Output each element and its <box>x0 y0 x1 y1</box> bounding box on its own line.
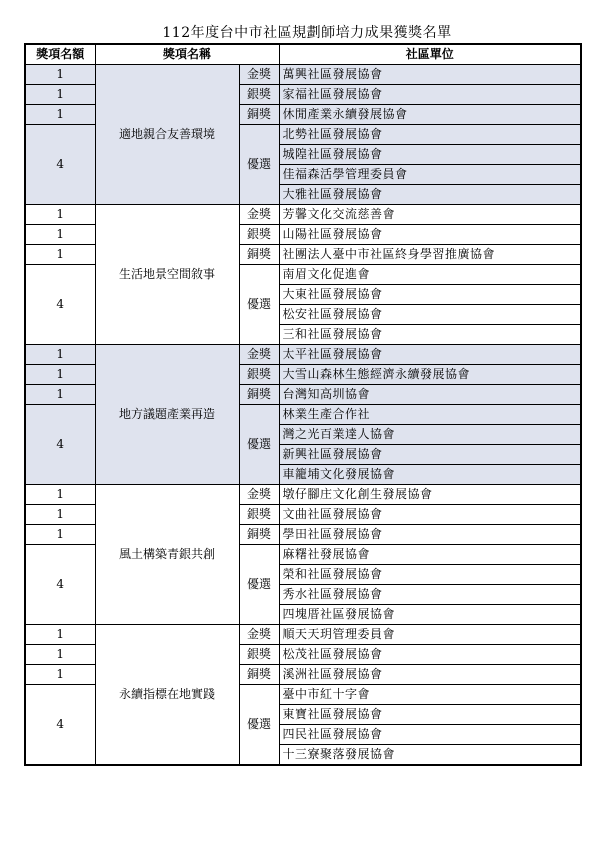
silver-level: 銀獎 <box>239 365 279 385</box>
gold-level: 金獎 <box>239 345 279 365</box>
header-count: 獎項名額 <box>25 44 95 65</box>
silver-unit: 文曲社區發展協會 <box>279 505 581 525</box>
award-group <box>25 485 581 625</box>
bronze-count: 1 <box>25 245 95 265</box>
merit-unit: 大東社區發展協會 <box>279 285 581 305</box>
project-name: 適地親合友善環境 <box>95 65 239 205</box>
page-title: 112年度台中市社區規劃師培力成果獲獎名單 <box>162 25 452 41</box>
gold-count: 1 <box>25 205 95 225</box>
bronze-count: 1 <box>25 385 95 405</box>
header-award: 獎項名稱 <box>95 44 279 65</box>
merit-unit: 大雅社區發展協會 <box>279 185 581 205</box>
silver-unit: 松茂社區發展協會 <box>279 645 581 665</box>
merit-unit: 松安社區發展協會 <box>279 305 581 325</box>
merit-unit: 灣之光百業達人協會 <box>279 425 581 445</box>
table-row <box>25 485 581 505</box>
project-name: 風土構築青銀共創 <box>95 485 239 625</box>
merit-unit: 新興社區發展協會 <box>279 445 581 465</box>
award-group <box>25 625 581 766</box>
merit-count: 4 <box>25 545 95 625</box>
bronze-level: 銅獎 <box>239 525 279 545</box>
silver-unit: 家福社區發展協會 <box>279 85 581 105</box>
merit-unit: 四民社區發展協會 <box>279 725 581 745</box>
bronze-unit: 社團法人臺中市社區終身學習推廣協會 <box>279 245 581 265</box>
merit-unit: 車籠埔文化發展協會 <box>279 465 581 485</box>
merit-level: 優選 <box>239 685 279 766</box>
merit-level: 優選 <box>239 265 279 345</box>
merit-count: 4 <box>25 125 95 205</box>
silver-level: 銀獎 <box>239 225 279 245</box>
merit-level: 優選 <box>239 125 279 205</box>
gold-level: 金獎 <box>239 205 279 225</box>
silver-count: 1 <box>25 85 95 105</box>
merit-unit: 城隍社區發展協會 <box>279 145 581 165</box>
gold-level: 金獎 <box>239 65 279 85</box>
silver-count: 1 <box>25 225 95 245</box>
bronze-level: 銅獎 <box>239 105 279 125</box>
table-row <box>25 625 581 645</box>
silver-unit: 大雪山森林生態經濟永續發展協會 <box>279 365 581 385</box>
merit-unit: 南眉文化促進會 <box>279 265 581 285</box>
gold-count: 1 <box>25 485 95 505</box>
merit-unit: 麻糬社發展協會 <box>279 545 581 565</box>
merit-level: 優選 <box>239 405 279 485</box>
award-group <box>25 65 581 205</box>
bronze-unit: 溪洲社區發展協會 <box>279 665 581 685</box>
merit-unit: 東寶社區發展協會 <box>279 705 581 725</box>
silver-count: 1 <box>25 365 95 385</box>
table-row <box>25 205 581 225</box>
table-header-row <box>25 44 581 65</box>
merit-unit: 四塊厝社區發展協會 <box>279 605 581 625</box>
merit-unit: 林業生產合作社 <box>279 405 581 425</box>
header-unit: 社區單位 <box>279 44 581 65</box>
bronze-unit: 台灣知高圳協會 <box>279 385 581 405</box>
gold-count: 1 <box>25 65 95 85</box>
merit-unit: 榮和社區發展協會 <box>279 565 581 585</box>
bronze-count: 1 <box>25 665 95 685</box>
bronze-unit: 休閒產業永續發展協會 <box>279 105 581 125</box>
table-row <box>25 345 581 365</box>
bronze-unit: 學田社區發展協會 <box>279 525 581 545</box>
gold-unit: 墩仔腳庄文化創生發展協會 <box>279 485 581 505</box>
merit-unit: 北勢社區發展協會 <box>279 125 581 145</box>
bronze-level: 銅獎 <box>239 385 279 405</box>
silver-level: 銀獎 <box>239 645 279 665</box>
bronze-level: 銅獎 <box>239 245 279 265</box>
silver-count: 1 <box>25 505 95 525</box>
gold-level: 金獎 <box>239 625 279 645</box>
silver-level: 銀獎 <box>239 85 279 105</box>
awards-table <box>24 43 582 766</box>
table-row <box>25 65 581 85</box>
silver-unit: 山陽社區發展協會 <box>279 225 581 245</box>
gold-count: 1 <box>25 625 95 645</box>
bronze-count: 1 <box>25 525 95 545</box>
merit-unit: 臺中市紅十字會 <box>279 685 581 705</box>
gold-unit: 萬興社區發展協會 <box>279 65 581 85</box>
project-name: 永續指標在地實踐 <box>95 625 239 766</box>
gold-unit: 順天天玥管理委員會 <box>279 625 581 645</box>
gold-level: 金獎 <box>239 485 279 505</box>
merit-count: 4 <box>25 405 95 485</box>
merit-unit: 十三寮聚落發展協會 <box>279 745 581 766</box>
merit-unit: 佳福森活學管理委員會 <box>279 165 581 185</box>
gold-count: 1 <box>25 345 95 365</box>
silver-count: 1 <box>25 645 95 665</box>
merit-level: 優選 <box>239 545 279 625</box>
project-name: 地方議題產業再造 <box>95 345 239 485</box>
award-group <box>25 345 581 485</box>
gold-unit: 芳馨文化交流慈善會 <box>279 205 581 225</box>
project-name: 生活地景空間敘事 <box>95 205 239 345</box>
silver-level: 銀獎 <box>239 505 279 525</box>
award-group <box>25 205 581 345</box>
merit-unit: 三和社區發展協會 <box>279 325 581 345</box>
bronze-level: 銅獎 <box>239 665 279 685</box>
merit-unit: 秀水社區發展協會 <box>279 585 581 605</box>
merit-count: 4 <box>25 265 95 345</box>
gold-unit: 太平社區發展協會 <box>279 345 581 365</box>
merit-count: 4 <box>25 685 95 766</box>
bronze-count: 1 <box>25 105 95 125</box>
